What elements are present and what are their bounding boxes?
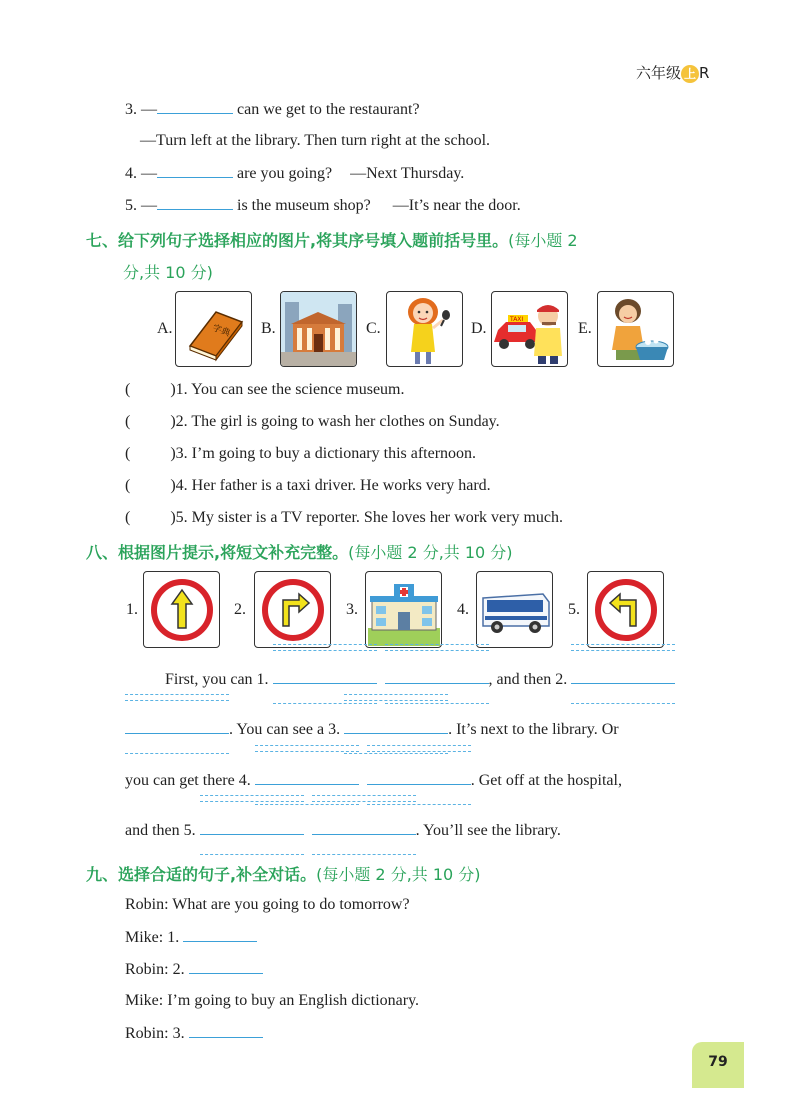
item-text: My sister is a TV reporter. She loves her work very much. bbox=[191, 509, 563, 526]
go-straight-sign-icon bbox=[150, 578, 214, 642]
matching-item-5 bbox=[125, 508, 563, 528]
answer-blank[interactable] bbox=[157, 163, 233, 178]
writing-blank-2a[interactable] bbox=[571, 670, 675, 684]
page-number: 79 bbox=[692, 1042, 744, 1088]
dialogue-line-4 bbox=[125, 991, 419, 1011]
sign-picture-2 bbox=[254, 571, 331, 648]
writing-blank-2b[interactable] bbox=[125, 720, 229, 734]
dialogue-blank-1[interactable] bbox=[183, 927, 257, 942]
answer-text: —Next Thursday. bbox=[350, 165, 465, 182]
passage-line-2 bbox=[125, 720, 619, 740]
answer-blank[interactable] bbox=[157, 195, 233, 210]
item-number: )5. bbox=[170, 509, 188, 526]
writing-blank-5a[interactable] bbox=[200, 821, 304, 835]
answer-bracket: ( bbox=[125, 381, 131, 398]
item-number: )4. bbox=[170, 477, 188, 494]
dialogue-blank-3[interactable] bbox=[189, 1023, 263, 1038]
passage-text: you can get there 4. bbox=[125, 772, 251, 789]
section-9-title bbox=[86, 862, 481, 885]
dialogue-text: Robin: What are you going to do tomorrow? bbox=[125, 896, 410, 913]
item-text: You can see the science museum. bbox=[191, 381, 405, 398]
passage-line-4 bbox=[125, 821, 561, 841]
writing-blank-5b[interactable] bbox=[312, 821, 416, 835]
section-score-note: 分,共 10 分) bbox=[123, 263, 213, 282]
grade-prefix: 六年级 bbox=[636, 64, 682, 82]
question-text: can we get to the restaurant? bbox=[237, 101, 420, 118]
dialogue-text: Mike: I’m going to buy an English dictionary. bbox=[125, 992, 420, 1009]
sign-label-1: 1. bbox=[126, 601, 138, 618]
item-number: )3. bbox=[170, 445, 188, 462]
section-7-title bbox=[86, 228, 578, 251]
writing-blank-1a[interactable] bbox=[273, 670, 377, 684]
passage-text: and then 5. bbox=[125, 822, 196, 839]
option-label-d: D. bbox=[471, 320, 487, 337]
passage-text: . You can see a 3. bbox=[229, 721, 341, 738]
option-picture-e bbox=[597, 291, 674, 367]
passage-line-1 bbox=[165, 670, 675, 690]
dialogue-line-5 bbox=[125, 1023, 263, 1044]
sign-label-4: 4. bbox=[457, 601, 469, 618]
item-text: The girl is going to wash her clothes on Sunday. bbox=[191, 413, 500, 430]
grade-label bbox=[636, 62, 709, 83]
woman-washing-clothes-icon bbox=[598, 292, 673, 366]
sign-label-2: 2. bbox=[234, 601, 246, 618]
hospital-building-icon bbox=[368, 574, 440, 646]
matching-item-4 bbox=[125, 476, 491, 496]
question-number: 3. — bbox=[125, 101, 157, 118]
dialogue-text: Mike: 1. bbox=[125, 929, 180, 946]
passage-text: . It’s next to the library. Or bbox=[448, 721, 619, 738]
passage-line-3 bbox=[125, 771, 622, 791]
section-title-text: 八、根据图片提示,将短文补充完整。 bbox=[86, 543, 349, 562]
passage-text: , and then 2. bbox=[488, 671, 568, 688]
question-number: 4. — bbox=[125, 165, 157, 182]
matching-item-3 bbox=[125, 444, 476, 464]
option-picture-c bbox=[386, 291, 463, 367]
answer-bracket: ( bbox=[125, 477, 131, 494]
answer-3: —Turn left at the library. Then turn right at the school. bbox=[140, 132, 491, 149]
option-label-e: E. bbox=[578, 320, 592, 337]
item-number: )1. bbox=[170, 381, 188, 398]
section-score-note: (每小题 2 bbox=[508, 231, 578, 250]
dialogue-line-1 bbox=[125, 895, 410, 915]
dialogue-blank-2[interactable] bbox=[189, 959, 263, 974]
bus-icon bbox=[479, 580, 551, 640]
dialogue-line-3 bbox=[125, 959, 263, 980]
section-score-note: (每小题 2 分,共 10 分) bbox=[316, 865, 481, 884]
matching-item-1 bbox=[125, 380, 405, 400]
section-score-note: (每小题 2 分,共 10 分) bbox=[348, 543, 513, 562]
sign-picture-3 bbox=[365, 571, 442, 648]
option-label-c: C. bbox=[366, 320, 381, 337]
option-picture-a bbox=[175, 291, 252, 367]
question-5 bbox=[125, 195, 521, 216]
item-number: )2. bbox=[170, 413, 188, 430]
answer-bracket: ( bbox=[125, 445, 131, 462]
passage-text: First, you can 1. bbox=[165, 671, 269, 688]
question-3 bbox=[125, 99, 420, 120]
matching-item-2 bbox=[125, 412, 500, 432]
question-text: are you going? bbox=[237, 165, 333, 182]
answer-bracket: ( bbox=[125, 413, 131, 430]
passage-text: . Get off at the hospital, bbox=[470, 772, 622, 789]
sign-picture-1 bbox=[143, 571, 220, 648]
option-picture-d bbox=[491, 291, 568, 367]
taxi-sign-text: TAXI bbox=[510, 316, 524, 323]
question-number: 5. — bbox=[125, 197, 157, 214]
dialogue-line-2 bbox=[125, 927, 257, 948]
museum-building-icon bbox=[281, 292, 356, 366]
answer-text: —It’s near the door. bbox=[392, 197, 521, 214]
dictionary-book-icon bbox=[176, 292, 251, 366]
reporter-girl-icon bbox=[387, 292, 462, 366]
dialogue-text: Robin: 2. bbox=[125, 961, 185, 978]
question-text: is the museum shop? bbox=[237, 197, 371, 214]
edition-letter: R bbox=[699, 64, 710, 82]
section-title-text: 七、给下列句子选择相应的图片,将其序号填入题前括号里。 bbox=[86, 231, 509, 250]
item-text: I’m going to buy a dictionary this afternoon. bbox=[191, 445, 477, 462]
writing-blank-3[interactable] bbox=[344, 720, 448, 734]
turn-right-sign-icon bbox=[261, 578, 325, 642]
sign-label-3: 3. bbox=[346, 601, 358, 618]
answer-blank[interactable] bbox=[157, 99, 233, 114]
book-title-text: 字典 bbox=[210, 323, 232, 339]
sign-picture-4 bbox=[476, 571, 553, 648]
item-text: Her father is a taxi driver. He works very hard. bbox=[191, 477, 491, 494]
writing-blank-4a[interactable] bbox=[255, 771, 359, 785]
taxi-driver-icon bbox=[492, 292, 567, 366]
sign-picture-5 bbox=[587, 571, 664, 648]
section-7-score bbox=[123, 260, 213, 283]
option-label-a: A. bbox=[157, 320, 173, 337]
writing-blank-1b[interactable] bbox=[385, 670, 489, 684]
semester-badge: 上 bbox=[681, 65, 699, 83]
option-label-b: B. bbox=[261, 320, 276, 337]
turn-left-sign-icon bbox=[594, 578, 658, 642]
writing-blank-4b[interactable] bbox=[367, 771, 471, 785]
answer-bracket: ( bbox=[125, 509, 131, 526]
passage-text: . You’ll see the library. bbox=[415, 822, 561, 839]
section-8-title bbox=[86, 540, 513, 563]
section-title-text: 九、选择合适的句子,补全对话。 bbox=[86, 865, 317, 884]
dialogue-text: Robin: 3. bbox=[125, 1025, 185, 1042]
sign-label-5: 5. bbox=[568, 601, 580, 618]
question-4 bbox=[125, 163, 464, 184]
option-picture-b bbox=[280, 291, 357, 367]
